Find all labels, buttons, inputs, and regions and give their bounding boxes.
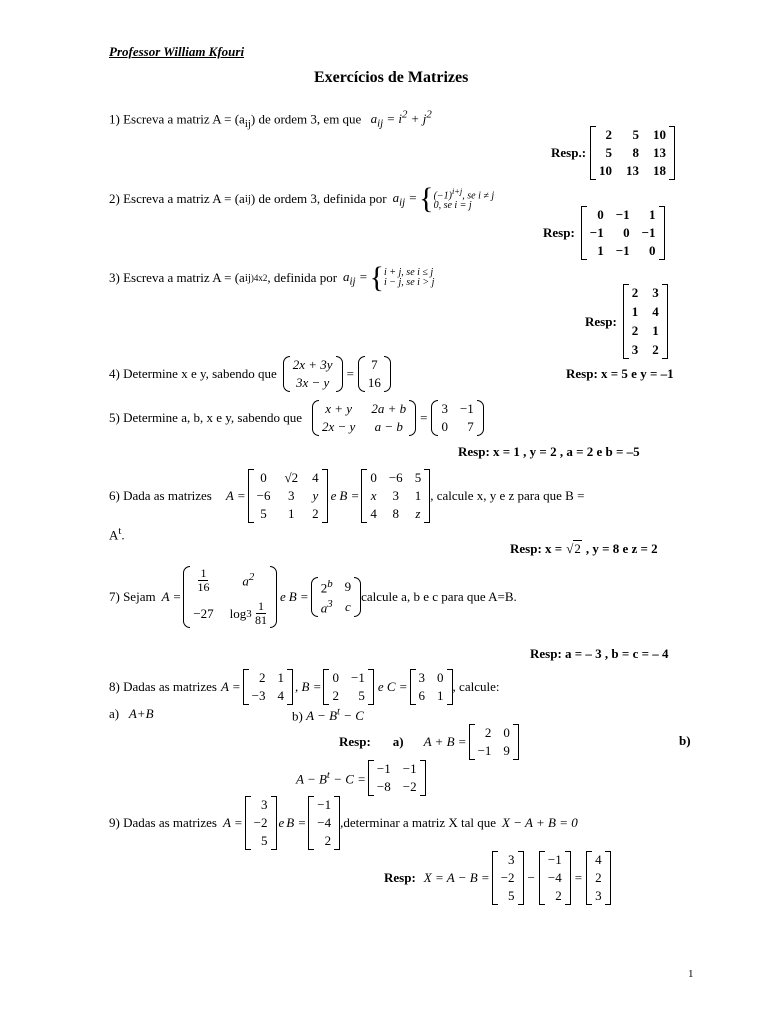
question-2: 2) Escreva a matriz A = (a ij ) de ordem 3, definida por $a_{ij}$ = { $(-1)^{i+j}$, se i ≠ j 0, se i = j xyxy=(109,182,495,215)
q1-sub: ij xyxy=(244,117,251,130)
page-number: 1 xyxy=(688,968,694,980)
q3-rule-cases: i + j, se i ≤ j i − j, se i > j xyxy=(384,267,435,288)
q4-lhs-matrix: 2x + 3y 3x − y xyxy=(283,356,343,392)
page-title: Exercícios de Matrizes xyxy=(314,69,469,86)
q7-matrix-B: 2$^b$ 9 $a^3$ c xyxy=(311,577,361,618)
question-7: 7) Sejam A = $\frac{1}{16}$ $a^2$ −27 log 3 $\frac{1}{81}$ e B = $2^b$ 9 $a^3$ c calcule a, b e c para que A=B. xyxy=(109,566,517,627)
q1-answer-matrix: 2 5 10 5 8 13 10 13 18 xyxy=(590,126,675,180)
question-8: 8) Dadas as matrizes A = 2 1 −3 4 , B = 0 −1 2 5 e C = 3 0 6 1 , calcule: xyxy=(109,670,500,703)
q9-matrix-B: −1 −4 2 xyxy=(308,796,340,850)
q5-lhs-matrix: x + y 2a + b 2x − y a − b xyxy=(312,400,416,436)
q8-answer-a: Resp: a) A + B = 2 0 −1 9 xyxy=(339,724,519,760)
q3-answer-matrix: 2 3 1 4 2 1 3 2 xyxy=(623,284,668,359)
q8-matrix-A: 2 1 −3 4 xyxy=(243,669,293,705)
q1-text2: ) de ordem 3, em que xyxy=(250,111,362,127)
q9-answer-m3: 4 2 3 xyxy=(586,851,611,905)
q8-matrix-C: 3 0 6 1 xyxy=(410,669,453,705)
q4-rhs-matrix: 7 16 xyxy=(358,356,391,392)
q6-matrix-B: 0 −6 5 x 3 1 4 8 z xyxy=(361,469,430,523)
q7-answer: Resp: a = – 3 , b = c = – 4 xyxy=(530,646,669,661)
q8-answer-b: $A - B^t - C$ = −1 −1 −8 −2 xyxy=(296,760,426,796)
q8-answer-b-matrix: −1 −1 −8 −2 xyxy=(368,760,426,796)
q8-item-b: b) $A - B^t - C$ xyxy=(292,706,364,724)
q5-answer: Resp: x = 1 , y = 2 , a = 2 e b = –5 xyxy=(458,444,640,459)
question-5: 5) Determine a, b, x e y, sabendo que x + y 2a + b 2x − y a − b = 3 −1 0 7 xyxy=(109,400,484,436)
q4-answer: Resp: x = 5 e y = –1 xyxy=(566,366,674,381)
q5-rhs-matrix: 3 −1 0 7 xyxy=(431,400,483,436)
q2-rule-cases: $(-1)^{i+j}$, se i ≠ j 0, se i = j xyxy=(433,186,495,212)
q2-rule-lhs: $a_{ij}$ = xyxy=(392,189,418,209)
q8-answer-a-matrix: 2 0 −1 9 xyxy=(469,724,519,760)
q2-answer: Resp: 0 −1 1 −1 0 −1 1 −1 0 xyxy=(543,206,665,260)
q9-matrix-A: 3 −2 5 xyxy=(245,796,277,850)
question-3: 3) Escreva a matriz A = (a ij )4x2 , definida por $a_{ij}$ = { i + j, se i ≤ j i − j, se i > j xyxy=(109,261,435,294)
q6-continuation: $A^t$. xyxy=(109,525,125,543)
question-4: 4) Determine x e y, sabendo que 2x + 3y 3x − y = 7 16 xyxy=(109,356,391,392)
q6-matrix-A: 0 √2 4 −6 3 y 5 1 2 xyxy=(248,469,328,523)
q7-matrix-A: $\frac{1}{16}$ $a^2$ −27 log 3 $\frac{1}{81}$ xyxy=(183,566,277,628)
q8-answer-b-label: b) xyxy=(679,733,691,748)
q9-answer-m1: 3 −2 5 xyxy=(492,851,524,905)
q1-text: 1) Escreva a matriz A = (a xyxy=(109,111,245,127)
q8-matrix-B: 0 −1 2 5 xyxy=(323,669,373,705)
q1-formula: $a_{ij} = i^2 + j^2$ xyxy=(370,109,432,130)
q9-answer-m2: −1 −4 2 xyxy=(539,851,571,905)
question-9: 9) Dadas as matrizes A = 3 −2 5 e B = −1 −4 2 ,determinar a matriz X tal que X − A + B = 0 xyxy=(109,797,578,848)
q6-answer: Resp: x = √2 , y = 8 e z = 2 xyxy=(510,541,658,556)
question-6: 6) Dada as matrizes A = 0 √2 4 −6 3 y 5 1 2 e B = 0 −6 5 x 3 1 4 8 z , calcule x, y e z para que B = xyxy=(109,470,585,521)
q3-answer: Resp: 2 3 1 4 2 1 3 2 xyxy=(585,284,668,359)
q9-answer: Resp: X = A − B = 3 −2 5 − −1 −4 2 = 4 2 3 xyxy=(384,851,611,905)
q1-resp-label: Resp.: xyxy=(551,145,587,160)
author-header: Professor William Kfouri xyxy=(109,44,245,59)
q1-answer xyxy=(551,126,675,180)
question-1 xyxy=(109,109,432,130)
q2-answer-matrix: 0 −1 1 −1 0 −1 1 −1 0 xyxy=(581,206,665,260)
q8-item-a: a) A+B xyxy=(109,706,154,721)
